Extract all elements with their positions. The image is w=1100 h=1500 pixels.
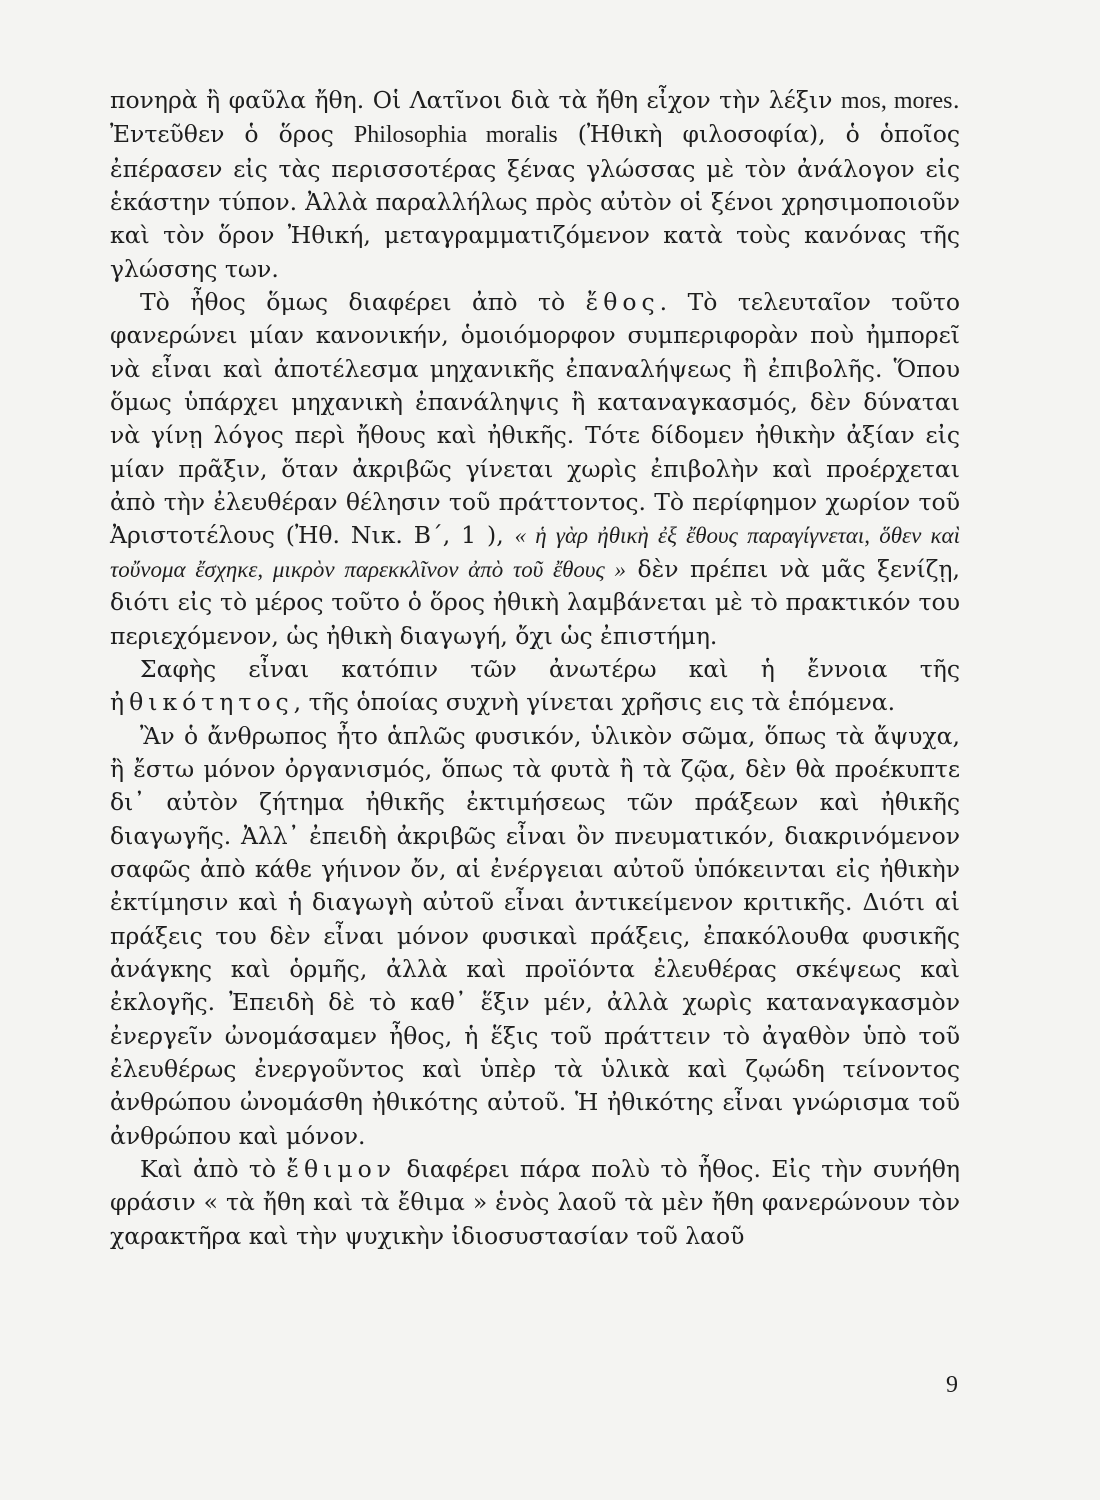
paragraph-4 — [110, 720, 960, 1153]
aristotle-quote: « ἡ γὰρ ἠθικὴ ἐξ ἔθους παραγίγνεται, ὅθεν καὶ τοὔνομα ἔσχηκε, μικρὸν παρεκκλῖνον ἀπὸ τοῦ ἔθους » — [110, 523, 960, 582]
text-run: πονηρὰ ἢ φαῦλα ἤθη. Οἱ Λατῖνοι διὰ τὰ ἤθη εἶχον τὴν λέξιν — [110, 86, 841, 114]
text-run: δὲν πρέπει νὰ μᾶς ξενίζῃ, διότι εἰς τὸ μέρος τοῦτο ὁ ὅρος ἠθικὴ λαμβάνεται μὲ τὸ πρακτικόν του περιεχόμενον, ὡς ἠθικὴ διαγωγή, ὄχι ὡς ἐπιστήμη. — [110, 554, 960, 650]
paragraph-3 — [110, 653, 960, 720]
spaced-term-ethimon: ἔθιμον — [286, 1155, 397, 1183]
text-run: . Ἐντεῦθεν ὁ ὅρος — [110, 86, 960, 149]
text-run: (Ἠθικὴ φιλοσοφία), ὁ ὁποῖος ἐπέρασεν εἰς τὰς περισσοτέρας ξένας γλώσσας μὲ τὸν ἀνάλογον εἰς ἑκάστην τύπον. Ἀλλὰ παραλλήλως πρὸς αὐτὸν οἱ ξένοι χρησιμοποιοῦν καὶ τὸν ὅρον Ἠθική, μεταγραμματιζόμενον κατὰ τοὺς κανόνας τῆς γλώσσης των. — [110, 120, 961, 283]
main-text — [110, 84, 960, 1253]
text-run: διαφέρει πάρα πολὺ τὸ ἦθος. Εἰς τὴν συνήθη φράσιν « τὰ ἤθη καὶ τὰ ἔθιμα » ἑνὸς λαοῦ τὰ μὲν ἤθη φανερώνουν τὸν χαρακτῆρα καὶ τὴν ψυχικὴν ἰδιοσυστασίαν τοῦ λαοῦ — [110, 1155, 960, 1250]
spaced-term-ethos: ἔθος — [585, 288, 660, 317]
spaced-term-ithikotitos: ἠθικότητος — [110, 688, 294, 717]
text-run: Καὶ ἀπὸ τὸ — [140, 1155, 287, 1183]
paragraph-1 — [110, 84, 960, 286]
text-run: , τῆς ὁποίας συχνὴ γίνεται χρῆσις εις τὰ ἑπόμενα. — [293, 688, 896, 717]
page-number: 9 — [946, 1372, 958, 1398]
latin-term-philosophia-moralis: Philosophia moralis — [353, 122, 558, 149]
text-run: . Τὸ τελευταῖον τοῦτο φανερώνει μίαν κανονικήν, ὁμοιόμορφον συμπεριφορὰν ποὺ ἠμπορεῖ νὰ εἶναι καὶ ἀποτέλεσμα μηχανικῆς ἐπαναλήψεως ἢ ἐπιβολῆς. Ὅπου ὅμως ὑπάρχει μηχανικὴ ἐπανάληψις ἢ καταναγκασμός, δὲν δύναται νὰ γίνῃ λόγος περὶ ἤθους καὶ ἠθικῆς. Τότε δίδομεν ἠθικὴν ἀξίαν εἰς μίαν πρᾶξιν, ὅταν ἀκριβῶς γίνεται χωρὶς ἐπιβολὴν καὶ προέρχεται ἀπὸ τὴν ἐλευθέραν θέλησιν τοῦ πράττοντος. Τὸ περίφημον χωρίον τοῦ Ἀριστοτέλους (Ἠθ. Νικ. Β΄, 1 ), — [110, 288, 960, 550]
paragraph-2 — [110, 286, 960, 653]
text-run: Ἂν ὁ ἄνθρωπος ἦτο ἁπλῶς φυσικόν, ὑλικὸν σῶμα, ὅπως τὰ ἄψυχα, ἢ ἔστω μόνον ὀργανισμός, ὅπως τὰ φυτὰ ἢ τὰ ζῷα, δὲν θὰ προέκυπτε δι᾽ αὐτὸν ζήτημα ἠθικῆς ἐκτιμήσεως τῶν πράξεων καὶ ἠθικῆς διαγωγῆς. Ἀλλ᾽ ἐπειδὴ ἀκριβῶς εἶναι ὂν πνευματικόν, διακρινόμενον σαφῶς ἀπὸ κάθε γήινον ὄν, αἱ ἐνέργειαι αὐτοῦ ὑπόκεινται εἰς ἠθικὴν ἐκτίμησιν καὶ ἡ διαγωγὴ αὐτοῦ εἶναι ἀντικείμενον κριτικῆς. Διότι αἱ πράξεις του δὲν εἶναι μόνον φυσικαὶ πράξεις, ἐπακόλουθα φυσικῆς ἀνάγκης καὶ ὁρμῆς, ἀλλὰ καὶ προϊόντα ἐλευθέρας σκέψεως καὶ ἐκλογῆς. Ἐπειδὴ δὲ τὸ καθ᾽ ἕξιν μέν, ἀλλὰ χωρὶς καταναγκασμὸν ἐνεργεῖν ὠνομάσαμεν ἦθος, ἡ ἕξις τοῦ πράττειν τὸ ἀγαθὸν ὑπὸ τοῦ ἐλευθέρως ἐνεργοῦντος καὶ ὑπὲρ τὰ ὑλικὰ καὶ ζῳώδη τείνοντος ἀνθρώπου ὠνομάσθη ἠθικότης αὐτοῦ. Ἡ ἠθικότης εἶναι γνώρισμα τοῦ ἀνθρώπου καὶ μόνον. — [110, 721, 960, 1150]
text-run: Τὸ ἦθος ὅμως διαφέρει ἀπὸ τὸ — [140, 288, 586, 317]
latin-term-mos-mores: mos, mores — [840, 88, 953, 114]
paragraph-5 — [110, 1153, 960, 1253]
text-run: Σαφὴς εἶναι κατόπιν τῶν ἀνωτέρω καὶ ἡ ἔννοια τῆς — [140, 654, 960, 683]
